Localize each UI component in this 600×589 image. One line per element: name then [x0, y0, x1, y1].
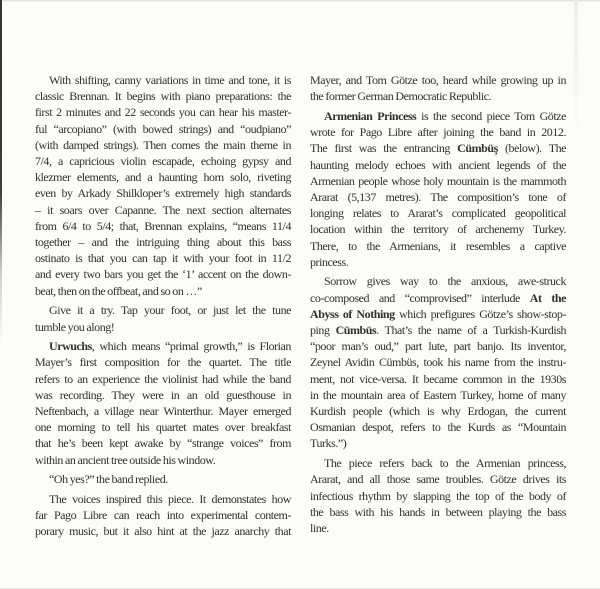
text-segment: princess.	[310, 254, 349, 269]
text-segment: one morning to tell his quartet mates over breakfast	[35, 420, 291, 435]
text-line	[35, 153, 291, 169]
text-line	[35, 121, 291, 137]
text-segment: even by Arkady Shilkloper’s extremely high standards	[35, 186, 291, 201]
text-line	[310, 290, 566, 306]
text-line	[35, 435, 291, 451]
text-line	[310, 72, 566, 88]
text-line	[310, 520, 566, 536]
text-line	[310, 140, 566, 156]
text-line	[310, 322, 566, 338]
text-segment: ment, not vice-versa. It became common in the 1930s	[310, 371, 566, 386]
text-line	[35, 250, 291, 266]
text-segment: infectious rhythm by slapping the top of the body of	[310, 488, 566, 503]
text-segment: Armenian people whose holy mountain is the mammoth	[310, 173, 566, 188]
text-line	[310, 205, 566, 221]
bold-text-segment: Urwuchs	[49, 339, 92, 354]
text-line	[310, 419, 566, 435]
text-line	[310, 455, 566, 471]
text-line	[35, 104, 291, 120]
text-segment: The piece refers back to the Armenian princess,	[324, 456, 566, 471]
paragraph	[35, 338, 291, 468]
text-segment: There, to the Armenians, it resembles a captive	[310, 238, 566, 253]
text-segment: refers to an experience the violinist had while the band	[35, 371, 291, 386]
text-line	[35, 507, 291, 523]
text-line	[310, 504, 566, 520]
text-segment: line.	[310, 520, 329, 535]
text-line	[35, 169, 291, 185]
text-segment: beat, then on the offbeat, and so on …”	[35, 283, 202, 298]
text-segment: , which means “primal growth,” is Florian	[91, 339, 291, 354]
text-segment: is the second piece Tom Götze	[416, 108, 566, 123]
text-line	[35, 354, 291, 370]
text-line	[310, 273, 566, 289]
text-segment: and every two bars you get the ‘1’ accent on the down-	[35, 267, 291, 282]
text-segment: first 2 minutes and 22 seconds you can hear his master-	[35, 105, 291, 120]
text-line	[310, 306, 566, 322]
text-segment: 7/4, a capricious violin escapade, echoing gypsy and	[35, 154, 291, 169]
text-segment: classic Brennan. It begins with piano preparations: the	[35, 89, 291, 104]
text-line	[35, 403, 291, 419]
text-segment: was recording. They were in an old guesthouse in	[35, 387, 291, 402]
bold-text-segment: Abyss of Nothing	[310, 306, 395, 321]
text-line	[35, 137, 291, 153]
text-line	[310, 221, 566, 237]
scan-edge-left	[0, 0, 2, 345]
text-segment: klezmer elements, and a haunting horn solo, riveting	[35, 170, 291, 185]
scan-edge-top	[0, 0, 600, 2]
text-line	[310, 88, 566, 104]
text-line	[310, 108, 566, 124]
bold-text-segment: At the	[529, 290, 566, 305]
text-line	[35, 283, 291, 299]
text-line	[35, 319, 291, 335]
bold-text-segment: Armenian Princess	[324, 108, 417, 123]
text-line	[310, 338, 566, 354]
text-line	[35, 266, 291, 282]
text-segment: Turks.”)	[310, 436, 347, 451]
text-segment: Ararat, and all those same troubles. Götze drives its	[310, 472, 566, 487]
text-segment: longing relates to Ararat’s complicated geopolitical	[310, 206, 566, 221]
text-line	[35, 452, 291, 468]
text-line	[310, 435, 566, 451]
text-segment: Ararat (5,137 metres). The composition’s tone of	[310, 189, 566, 204]
text-segment: – it soars over Capanne. The next section alternates	[35, 202, 291, 217]
bold-text-segment: Cümbüş	[457, 141, 498, 156]
text-segment: from 6/4 to 5/4; that, Brennan explains, “means 11/4	[35, 218, 291, 233]
text-line	[35, 72, 291, 88]
text-segment: the former German Democratic Republic.	[310, 89, 492, 104]
text-segment: tumble you along!	[35, 319, 115, 334]
scan-edge-right-streak	[574, 0, 578, 150]
text-line	[35, 419, 291, 435]
text-segment: ping	[310, 323, 336, 338]
text-segment: Mayer, and Tom Götze too, heard while growing up in	[310, 73, 566, 87]
text-segment: With shifting, canny variations in time and tone, it is	[49, 73, 291, 87]
text-segment: (below). The	[497, 141, 566, 156]
paragraph	[35, 302, 291, 334]
text-segment: that he’s been kept awake by “strange voices” from	[35, 436, 291, 451]
text-column-right	[310, 72, 566, 536]
paragraph	[310, 72, 566, 104]
text-segment: The voices inspired this piece. It demonstates how	[49, 492, 291, 507]
text-segment: porary music, but it also hint at the jazz anarchy that	[35, 524, 291, 539]
text-segment: “Oh yes?” the band replied.	[49, 472, 168, 487]
text-segment: Neftenbach, a village near Winterthur. Mayer emerged	[35, 404, 291, 419]
text-line	[310, 124, 566, 140]
paragraph	[310, 273, 566, 451]
text-column-left	[35, 72, 291, 540]
text-segment: the bass with his hands in between playing the bass	[310, 504, 566, 519]
text-segment: Give it a try. Tap your foot, or just let the tune	[49, 303, 291, 318]
text-line	[35, 218, 291, 234]
text-line	[35, 523, 291, 539]
text-line	[35, 491, 291, 507]
text-line	[310, 354, 566, 370]
text-segment: location within the territory of archenemy Turkey.	[310, 222, 566, 237]
text-line	[35, 371, 291, 387]
paragraph	[310, 455, 566, 536]
text-segment: Zeynel Avidin Cümbüs, took his name from the instru-	[310, 355, 566, 370]
text-segment: which prefigures Götze’s show-stop-	[394, 306, 566, 321]
text-segment: Sorrow gives way to the anxious, awe-struck	[324, 274, 566, 289]
text-line	[310, 488, 566, 504]
text-line	[310, 371, 566, 387]
text-segment: haunting melody echoes with ancient legends of the	[310, 157, 566, 172]
text-line	[35, 302, 291, 318]
text-line	[310, 387, 566, 403]
text-line	[310, 189, 566, 205]
text-line	[35, 387, 291, 403]
text-segment: (with damped strings). Then comes the main theme in	[35, 137, 291, 152]
text-segment: Mayer’s first composition for the quartet. The title	[35, 355, 291, 370]
text-segment: within an ancient tree outside his window.	[35, 452, 216, 467]
text-segment: ostinato is that you can tap it with your foot in 11/2	[35, 251, 291, 266]
bold-text-segment: Cümbüs	[335, 323, 377, 338]
paragraph	[35, 72, 291, 299]
text-segment: Osmanian despot, refers to the Kurds as “Mountain	[310, 420, 566, 435]
text-segment: in the mountain area of Eastern Turkey, home of many	[310, 387, 566, 402]
text-segment: “poor man’s oud,” part lute, part banjo. Its inventor,	[310, 339, 566, 354]
text-line	[310, 157, 566, 173]
text-line	[35, 185, 291, 201]
text-segment: co-composed and “comprovised” interlude	[310, 290, 530, 305]
text-segment: wrote for Pago Libre after joining the band in 2012.	[310, 125, 566, 140]
paragraph	[35, 471, 291, 487]
paragraph	[35, 491, 291, 540]
text-line	[310, 471, 566, 487]
text-line	[35, 338, 291, 354]
text-line	[310, 173, 566, 189]
text-segment: The first was the entrancing	[310, 141, 458, 156]
text-line	[310, 254, 566, 270]
text-segment: Kurdish people (which is why Erdogan, the current	[310, 404, 566, 419]
text-line	[35, 202, 291, 218]
text-line	[310, 403, 566, 419]
text-line	[35, 234, 291, 250]
text-segment: ful “arcopiano” (with bowed strings) and “oudpiano”	[35, 121, 291, 136]
text-line	[310, 238, 566, 254]
text-segment: far Pago Libre can reach into experimental contem-	[35, 508, 291, 523]
text-line	[35, 471, 291, 487]
text-segment: together – and the intriguing thing about this bass	[35, 235, 291, 250]
text-line	[35, 88, 291, 104]
text-segment: . That’s the name of a Turkish-Kurdish	[376, 323, 567, 338]
paragraph	[310, 108, 566, 270]
